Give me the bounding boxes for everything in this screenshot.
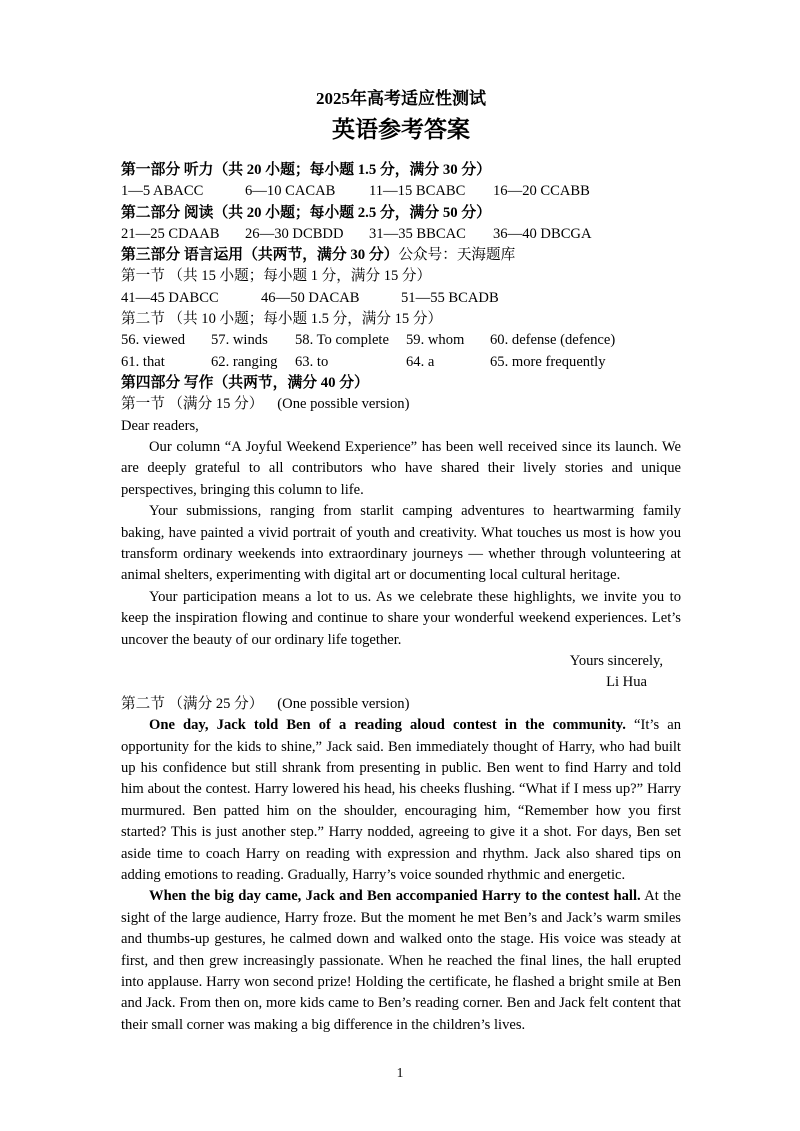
answer-65: 65. more frequently: [490, 353, 606, 370]
letter-closing: Yours sincerely,: [569, 653, 663, 670]
part3-section2-answers-row1: [121, 330, 681, 351]
writing-section1-label: 第一节 （满分 15 分）: [121, 396, 264, 413]
writing-section2-label: 第二节 （满分 25 分）: [121, 695, 264, 712]
answer-group-51-55: 51—55 BCADB: [401, 289, 499, 306]
page-number: 1: [396, 1065, 404, 1080]
letter-paragraph-1: Our column “A Joyful Weekend Experience” has been well received since its launch. We are deeply grateful to all contributors who have shared their lively stories and unique perspectives, bringing this column to life.: [121, 438, 681, 498]
answer-group-16-20: 16—20 CCABB: [493, 183, 590, 200]
answer-59: 59. whom: [406, 332, 465, 349]
story-paragraph-2-body: At the sight of the large audience, Harry froze. But the moment he met Ben’s and Jack’s warm smiles and thumbs-up gestures, he calmed down and walked onto the stage. His voice was steady at first, and then grew increasingly passionate. When he reached the final lines, the hall erupted into applause. Harry won second prize! Holding the certificate, he flashed a bright smile at Ben and Jack. From then on, more kids came to Ben’s reading corner. Ben and Jack felt content that their small corner was making a big difference in the children’s lives.: [121, 888, 681, 1033]
part2-heading: 第二部分 阅读（共 20 小题；每小题 2.5 分，满分 50 分）: [121, 204, 491, 221]
exam-title: 2025年高考适应性测试: [316, 89, 486, 108]
answer-58: 58. To complete: [295, 332, 389, 349]
part3-section2-label: 第二节 （共 10 小题；每小题 1.5 分，满分 15 分）: [121, 311, 443, 328]
writing-section1-note: (One possible version): [277, 396, 410, 413]
part3-heading-line: [121, 245, 681, 266]
part1-heading: 第一部分 听力（共 20 小题；每小题 1.5 分，满分 30 分）: [121, 162, 491, 178]
answer-group-41-45: 41—45 DABCC: [121, 289, 219, 306]
answer-60: 60. defense (defence): [490, 332, 616, 349]
writing-section1-label-line: [121, 394, 681, 415]
answer-group-1-5: 1—5 ABACC: [121, 183, 204, 200]
answer-key-title: 英语参考答案: [332, 117, 470, 142]
writing-section2-label-line: [121, 694, 681, 715]
answer-62: 62. ranging: [211, 353, 278, 370]
part1-answers: [121, 181, 681, 202]
answer-group-36-40: 36—40 DBCGA: [493, 225, 592, 242]
letter-paragraph-2: Your submissions, ranging from starlit camping adventures to heartwarming family baking, have painted a vivid portrait of youth and creativity. What touches us most is how you transform ordinary weekends into extraordinary journeys — whether through volunteering at animal shelters, experimenting with digital art or documenting local cultural heritage.: [121, 503, 681, 584]
watermark-text: 公众号：天海题库: [398, 247, 516, 264]
answer-group-11-15: 11—15 BCABC: [369, 183, 466, 200]
letter-signature: Li Hua: [606, 674, 647, 691]
answer-group-31-35: 31—35 BBCAC: [369, 225, 466, 242]
answer-key-block: [121, 160, 681, 1036]
writing-section2-note: (One possible version): [277, 695, 410, 712]
answer-63: 63. to: [295, 353, 329, 370]
answer-group-6-10: 6—10 CACAB: [245, 183, 336, 200]
story-paragraph-1-lead: One day, Jack told Ben of a reading aloud contest in the community.: [149, 717, 626, 734]
part3-section2-answers-row2: [121, 352, 681, 373]
answer-57: 57. winds: [211, 332, 268, 349]
answer-group-26-30: 26—30 DCBDD: [245, 225, 344, 242]
story-paragraph-1-body: “It’s an opportunity for the kids to shine,” Jack said. Ben immediately thought of Harry, who had built up his confidence but still shrank from presenting in public. Ben went to find Harry and told him about the contest. Harry lowered his head, his cheeks flushing. “What if I mess up?” Harry murmured. Ben patted him on the shoulder, encouraging him, “Remember how you first started? This is just another step.” Harry nodded, agreeing to give it a shot. For days, Ben set aside time to coach Harry on reading with expression and rhythm. Jack also shared tips on adding emotions to reading. Gradually, Harry’s voice sounded rhythmic and energetic.: [121, 717, 682, 883]
part3-heading: 第三部分 语言运用（共两节，满分 30 分）: [121, 247, 399, 264]
story-paragraph-2: [121, 886, 681, 1036]
answer-61: 61. that: [121, 353, 165, 370]
part3-section1-answers: [121, 288, 681, 309]
story-paragraph-1: [121, 715, 681, 886]
letter-salutation: Dear readers,: [121, 417, 199, 434]
part4-heading: 第四部分 写作（共两节，满分 40 分）: [121, 374, 369, 391]
letter-paragraph-3: Your participation means a lot to us. As we celebrate these highlights, we invite you to keep the inspiration flowing and continue to share your wonderful weekend experiences. Let’s uncover the beauty of our ordinary life together.: [121, 588, 681, 648]
answer-group-46-50: 46—50 DACAB: [261, 289, 360, 306]
answer-64: 64. a: [406, 353, 435, 370]
story-paragraph-2-lead: When the big day came, Jack and Ben accompanied Harry to the contest hall.: [149, 888, 641, 905]
part2-answers: [121, 224, 681, 245]
answer-group-21-25: 21—25 CDAAB: [121, 225, 220, 242]
part3-section1-label: 第一节 （共 15 小题；每小题 1 分，满分 15 分）: [121, 268, 432, 285]
answer-56: 56. viewed: [121, 332, 186, 349]
